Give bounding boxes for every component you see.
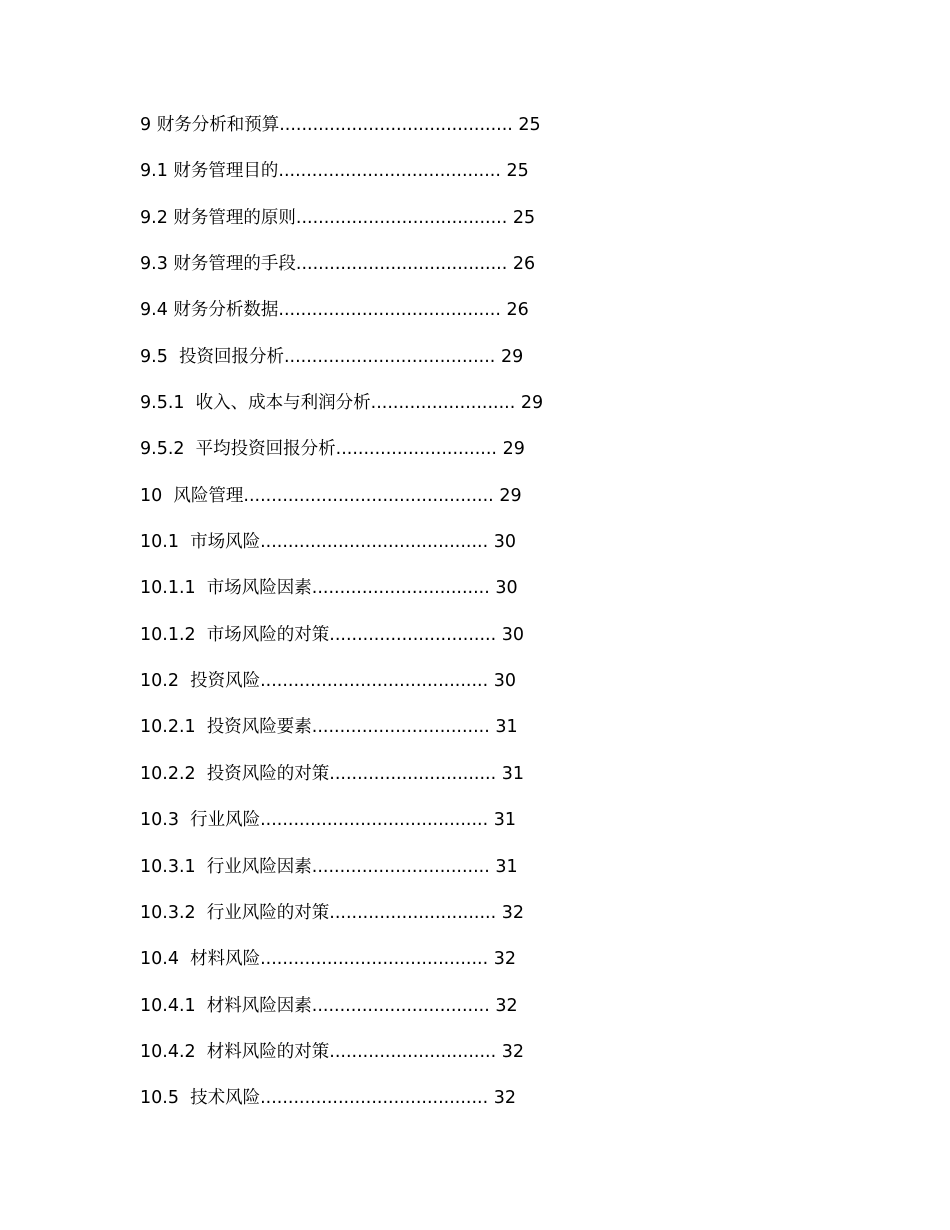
table-of-contents — [140, 113, 543, 1133]
toc-entry-leader: .......................... — [370, 393, 516, 414]
toc-entry-page-number: 25 — [506, 161, 529, 182]
toc-entry-leader: .............................. — [329, 624, 497, 645]
toc-entry-page-number: 30 — [501, 624, 525, 645]
toc-entry[interactable] — [140, 391, 543, 437]
toc-entry-leader: .............................. — [329, 763, 497, 784]
toc-entry-page-number: 29 — [502, 439, 525, 460]
toc-entry-page-number: 31 — [495, 856, 518, 877]
toc-entry-page-number: 32 — [493, 1088, 517, 1109]
toc-entry[interactable] — [140, 437, 543, 483]
toc-entry-title: 9.5.2 平均投资回报分析 — [140, 439, 336, 460]
toc-entry-page-number: 32 — [501, 902, 525, 923]
toc-entry[interactable] — [140, 808, 543, 854]
toc-entry-title: 10.4.2 材料风险的对策 — [140, 1041, 330, 1062]
toc-entry[interactable] — [140, 484, 543, 530]
toc-entry-title: 10.1.2 市场风险的对策 — [140, 624, 330, 645]
toc-entry-page-number: 26 — [512, 254, 536, 275]
toc-entry-title: 9.5 投资回报分析 — [140, 346, 284, 367]
toc-entry-title: 10.2 投资风险 — [140, 671, 261, 692]
toc-entry[interactable] — [140, 252, 543, 298]
toc-entry-leader: ......................................... — [260, 671, 489, 692]
toc-entry[interactable] — [140, 994, 543, 1040]
toc-entry-leader: ...................................... — [283, 346, 496, 367]
toc-entry-leader: ............................. — [335, 439, 497, 460]
toc-entry[interactable] — [140, 762, 543, 808]
toc-entry[interactable] — [140, 345, 543, 391]
toc-entry-title: 10.1 市场风险 — [140, 532, 261, 553]
toc-entry-page-number: 31 — [495, 717, 518, 738]
toc-entry-title: 9.3 财务管理的手段 — [140, 254, 296, 275]
toc-entry-title: 10 风险管理 — [140, 485, 244, 506]
toc-entry-page-number: 32 — [493, 949, 517, 970]
toc-entry-title: 10.1.1 市场风险因素 — [140, 578, 312, 599]
toc-entry-title: 10.3.2 行业风险的对策 — [140, 902, 330, 923]
toc-entry-leader: ................................ — [311, 995, 490, 1016]
toc-entry-leader: ...................................... — [295, 207, 508, 228]
toc-entry[interactable] — [140, 298, 543, 344]
toc-entry-page-number: 31 — [501, 763, 525, 784]
toc-entry-title: 10.4 材料风险 — [140, 949, 261, 970]
toc-entry-leader: ...................................... — [295, 254, 508, 275]
toc-entry-title: 10.5 技术风险 — [140, 1088, 261, 1109]
toc-entry-leader: .......................................... — [279, 115, 513, 135]
toc-entry-page-number: 29 — [520, 393, 544, 414]
toc-entry-leader: ................................ — [311, 717, 490, 738]
toc-entry-leader: ........................................ — [278, 300, 501, 321]
toc-entry[interactable] — [140, 855, 543, 901]
toc-entry[interactable] — [140, 715, 543, 761]
toc-entry-title: 10.2.2 投资风险的对策 — [140, 763, 330, 784]
toc-entry-leader: ......................................... — [260, 1088, 489, 1109]
toc-entry-title: 9.5.1 收入、成本与利润分析 — [140, 393, 371, 414]
toc-entry-page-number: 32 — [495, 995, 518, 1016]
toc-entry-leader: ........................................ — [278, 161, 501, 182]
toc-entry-page-number: 30 — [493, 671, 517, 692]
toc-entry[interactable] — [140, 159, 543, 205]
toc-entry-title: 9.1 财务管理目的 — [140, 161, 279, 182]
toc-entry-leader: .............................. — [329, 1041, 497, 1062]
toc-entry-title: 10.2.1 投资风险要素 — [140, 717, 312, 738]
toc-entry[interactable] — [140, 206, 543, 252]
toc-entry-leader: ................................ — [311, 578, 490, 599]
toc-entry-leader: ............................................. — [243, 485, 494, 506]
toc-entry-leader: ................................ — [311, 856, 490, 877]
toc-entry[interactable] — [140, 1086, 543, 1132]
toc-entry-page-number: 25 — [512, 207, 536, 228]
toc-entry-leader: ......................................... — [260, 810, 489, 831]
toc-entry-leader: ......................................... — [260, 532, 489, 553]
toc-entry[interactable] — [140, 901, 543, 947]
toc-entry-title: 10.3.1 行业风险因素 — [140, 856, 312, 877]
toc-entry-page-number: 29 — [500, 346, 524, 367]
toc-entry-page-number: 32 — [501, 1041, 525, 1062]
toc-entry[interactable] — [140, 947, 543, 993]
toc-entry-title: 10.4.1 材料风险因素 — [140, 995, 312, 1016]
toc-entry[interactable] — [140, 669, 543, 715]
toc-entry-page-number: 30 — [495, 578, 518, 599]
toc-entry-page-number: 25 — [518, 115, 541, 135]
toc-entry[interactable] — [140, 623, 543, 669]
toc-entry-title: 9.4 财务分析数据 — [140, 300, 279, 321]
toc-entry-leader: .............................. — [329, 902, 497, 923]
toc-entry-title: 10.3 行业风险 — [140, 810, 261, 831]
toc-entry-page-number: 30 — [493, 532, 517, 553]
toc-entry[interactable] — [140, 113, 543, 159]
toc-entry[interactable] — [140, 576, 543, 622]
toc-entry-leader: ......................................... — [260, 949, 489, 970]
toc-entry[interactable] — [140, 1040, 543, 1086]
toc-entry-page-number: 26 — [506, 300, 529, 321]
toc-entry-title: 9.2 财务管理的原则 — [140, 207, 296, 228]
toc-entry-page-number: 31 — [493, 810, 517, 831]
toc-entry[interactable] — [140, 530, 543, 576]
toc-entry-title: 9 财务分析和预算 — [140, 115, 280, 135]
toc-entry-page-number: 29 — [499, 485, 522, 506]
